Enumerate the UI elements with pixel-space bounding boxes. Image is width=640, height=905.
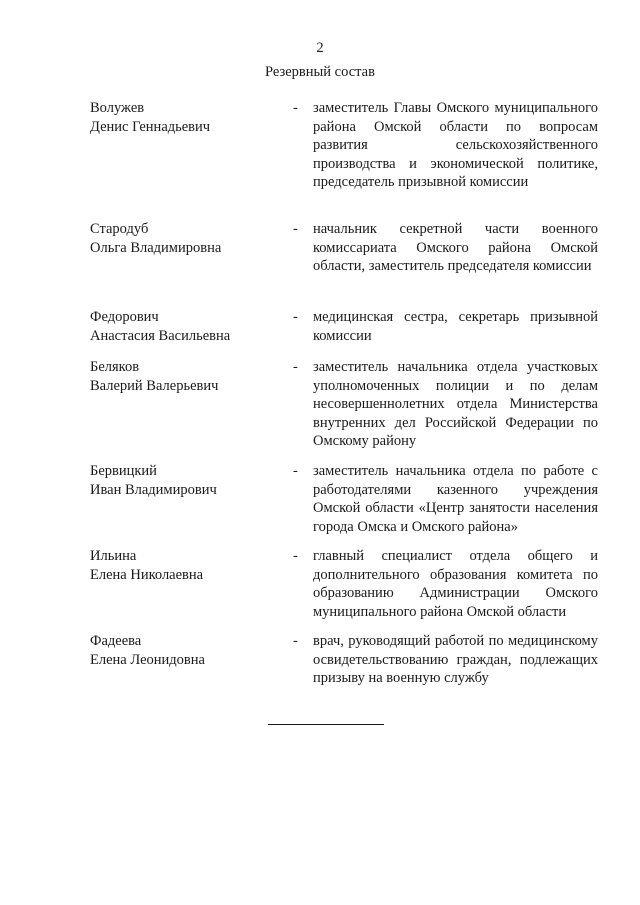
member-surname: Фадеева [90,633,142,649]
member-given-name: Ольга Владимировна [90,239,222,256]
member-name [90,220,280,257]
dash-separator: - [293,100,298,116]
member-name [90,462,280,499]
member-given-name: Валерий Валерьевич [90,377,219,394]
member-given-name: Елена Николаевна [90,566,204,583]
member-name [90,99,280,136]
member-name [90,358,280,395]
member-role: медицинская сестра, секретарь призывной комиссии [313,309,598,344]
member-surname: Федорович [90,309,159,325]
member-role: заместитель начальника отдела по работе с работодателями казенного учреждения Омской области «Центр занятости населения города Омска и Омского района» [313,463,598,535]
page-number: 2 [316,40,324,56]
member-given-name: Елена Леонидовна [90,651,205,668]
member-role: главный специалист отдела общего и дополнительного образования комитета по образованию Администрации Омского муниципального района Омской области [313,548,598,620]
dash-separator: - [293,548,298,564]
member-surname: Волужев [90,100,145,116]
member-name [90,632,280,669]
member-role: заместитель Главы Омского муниципального района Омской области по вопросам развития сельскохозяйственного производства и экономической политике, председатель призывной комиссии [313,100,598,190]
member-surname: Беляков [90,359,140,375]
member-name [90,308,280,345]
member-surname: Стародуб [90,221,149,237]
dash-separator: - [293,221,298,237]
member-given-name: Денис Геннадьевич [90,118,211,135]
member-surname: Ильина [90,548,137,564]
dash-separator: - [293,359,298,375]
member-name [90,547,280,584]
member-role: начальник секретной части военного комиссариата Омского района Омской области, заместитель председателя комиссии [313,221,598,274]
member-surname: Бервицкий [90,463,157,479]
end-divider [268,724,384,725]
member-role: заместитель начальника отдела участковых уполномоченных полиции и по делам несовершеннолетних отдела Министерства внутренних дел Российской Федерации по Омскому району [313,359,598,449]
dash-separator: - [293,309,298,325]
member-given-name: Анастасия Васильевна [90,327,231,344]
member-role: врач, руководящий работой по медицинскому освидетельствованию граждан, подлежащих призыву на военную службу [313,633,598,686]
section-title: Резервный состав [265,64,375,80]
member-given-name: Иван Владимирович [90,481,217,498]
dash-separator: - [293,463,298,479]
dash-separator: - [293,633,298,649]
